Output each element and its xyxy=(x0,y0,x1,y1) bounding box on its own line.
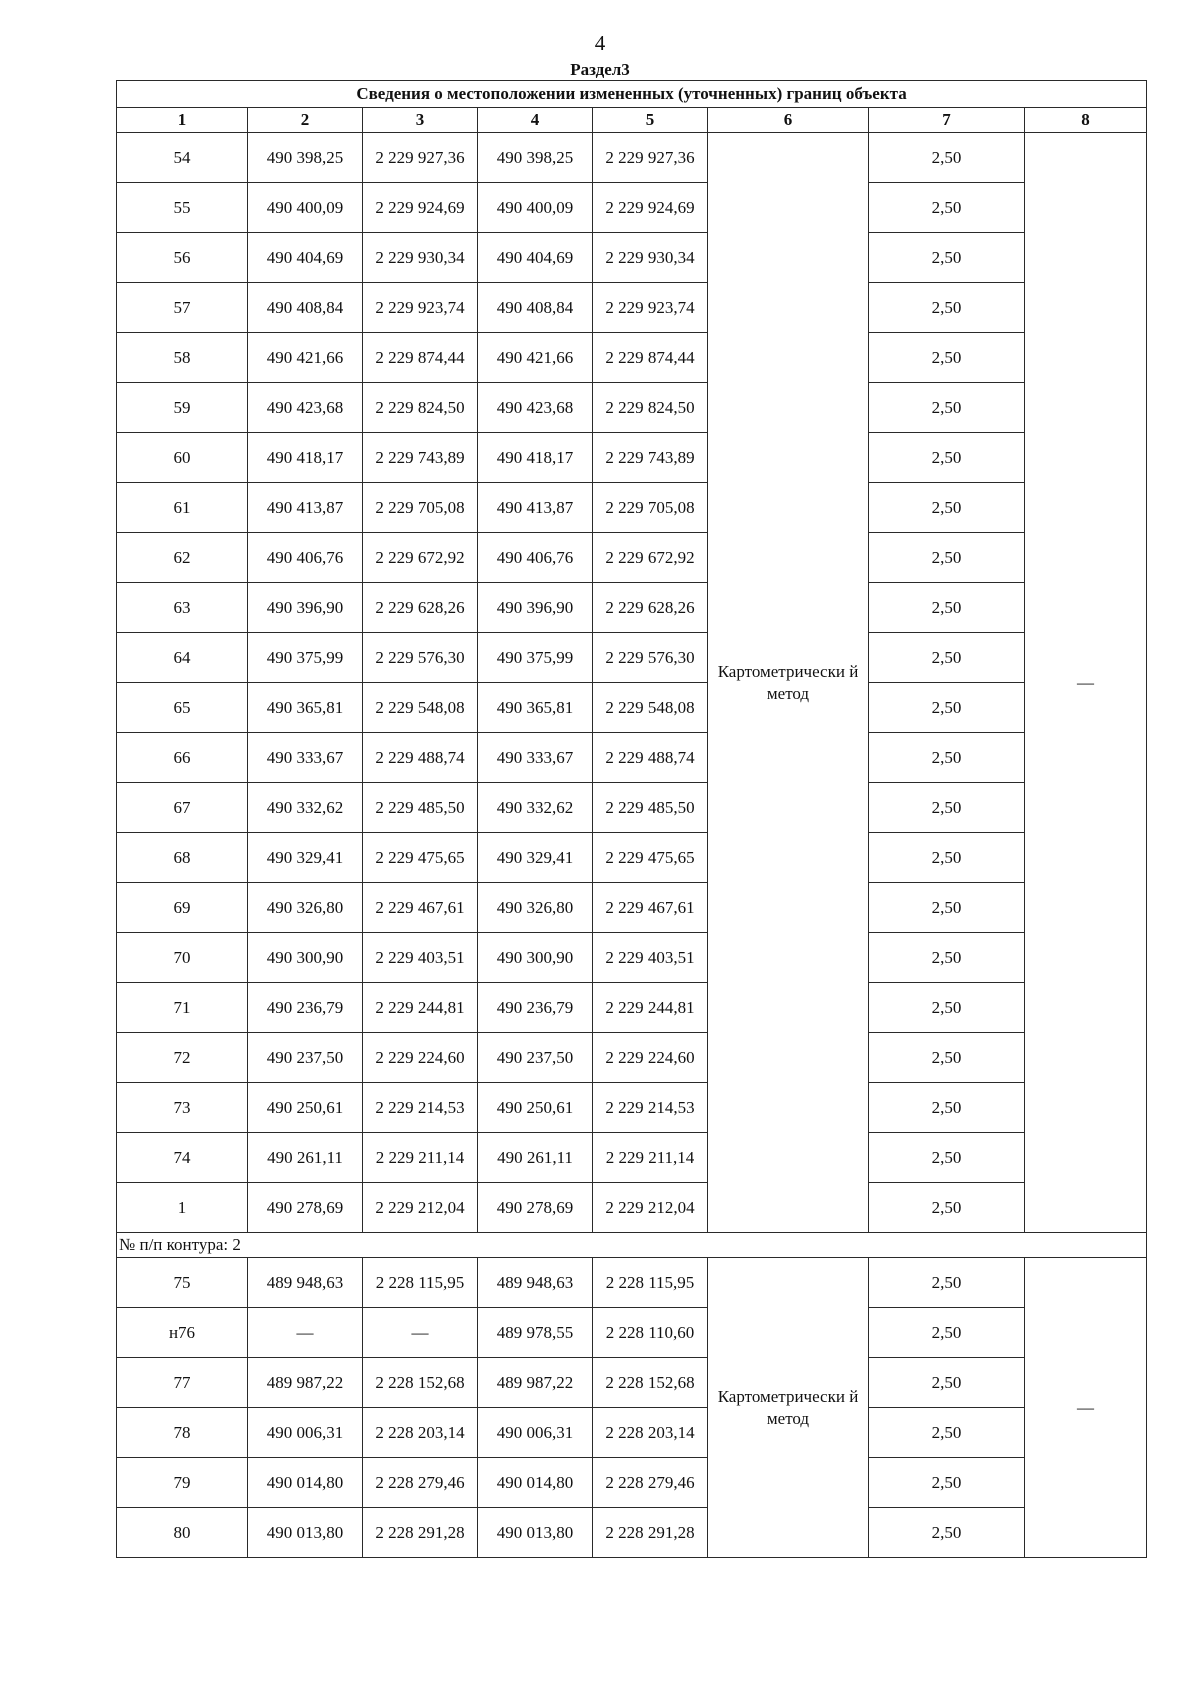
point-number-cell: 69 xyxy=(117,883,248,933)
point-number-cell: 77 xyxy=(117,1358,248,1408)
x-old-cell: 490 421,66 xyxy=(248,333,363,383)
y-new-cell: 2 228 203,14 xyxy=(593,1408,708,1458)
table-row xyxy=(117,733,1147,783)
x-old-cell: 490 396,90 xyxy=(248,583,363,633)
accuracy-cell: 2,50 xyxy=(869,1508,1025,1558)
y-new-cell: 2 228 291,28 xyxy=(593,1508,708,1558)
point-number-cell: 62 xyxy=(117,533,248,583)
x-old-cell: 490 329,41 xyxy=(248,833,363,883)
x-new-cell: 490 250,61 xyxy=(478,1083,593,1133)
x-new-cell: 490 406,76 xyxy=(478,533,593,583)
x-new-cell: 490 400,09 xyxy=(478,183,593,233)
point-number-cell: 67 xyxy=(117,783,248,833)
point-number-cell: 75 xyxy=(117,1258,248,1308)
table-row xyxy=(117,483,1147,533)
accuracy-cell: 2,50 xyxy=(869,383,1025,433)
section-title: Раздел3 xyxy=(570,60,630,79)
y-old-cell: 2 229 224,60 xyxy=(363,1033,478,1083)
x-new-cell: 490 006,31 xyxy=(478,1408,593,1458)
x-old-cell: 490 408,84 xyxy=(248,283,363,333)
table-row xyxy=(117,833,1147,883)
accuracy-cell: 2,50 xyxy=(869,1408,1025,1458)
y-old-cell: 2 229 927,36 xyxy=(363,133,478,183)
table-row xyxy=(117,633,1147,683)
column-8-cell: — xyxy=(1025,1258,1147,1558)
column-number-header: 8 xyxy=(1025,108,1147,133)
table-title: Сведения о местоположении измененных (уточненных) границ объекта xyxy=(117,81,1147,108)
x-new-cell: 490 237,50 xyxy=(478,1033,593,1083)
accuracy-cell: 2,50 xyxy=(869,883,1025,933)
column-number-header: 5 xyxy=(593,108,708,133)
y-new-cell: 2 229 214,53 xyxy=(593,1083,708,1133)
y-old-cell: 2 228 115,95 xyxy=(363,1258,478,1308)
method-cell: Картометрически й метод xyxy=(708,133,869,1233)
accuracy-cell: 2,50 xyxy=(869,683,1025,733)
x-new-cell: 490 404,69 xyxy=(478,233,593,283)
y-old-cell: 2 229 924,69 xyxy=(363,183,478,233)
accuracy-cell: 2,50 xyxy=(869,833,1025,883)
y-new-cell: 2 229 923,74 xyxy=(593,283,708,333)
y-new-cell: 2 229 488,74 xyxy=(593,733,708,783)
x-old-cell: 490 332,62 xyxy=(248,783,363,833)
y-new-cell: 2 228 279,46 xyxy=(593,1458,708,1508)
x-new-cell: 490 375,99 xyxy=(478,633,593,683)
y-new-cell: 2 229 628,26 xyxy=(593,583,708,633)
accuracy-cell: 2,50 xyxy=(869,133,1025,183)
point-number-cell: 79 xyxy=(117,1458,248,1508)
point-number-cell: 63 xyxy=(117,583,248,633)
y-old-cell: 2 229 488,74 xyxy=(363,733,478,783)
x-new-cell: 490 332,62 xyxy=(478,783,593,833)
table-row xyxy=(117,983,1147,1033)
x-old-cell: 490 423,68 xyxy=(248,383,363,433)
column-number-header: 1 xyxy=(117,108,248,133)
y-old-cell: 2 229 705,08 xyxy=(363,483,478,533)
table-row xyxy=(117,283,1147,333)
x-new-cell: 490 013,80 xyxy=(478,1508,593,1558)
x-old-cell: 490 400,09 xyxy=(248,183,363,233)
x-old-cell: — xyxy=(248,1308,363,1358)
table-row xyxy=(117,1258,1147,1308)
x-new-cell: 489 948,63 xyxy=(478,1258,593,1308)
y-old-cell: 2 229 212,04 xyxy=(363,1183,478,1233)
y-old-cell: 2 229 628,26 xyxy=(363,583,478,633)
table-row xyxy=(117,533,1147,583)
x-new-cell: 490 014,80 xyxy=(478,1458,593,1508)
point-number-cell: 55 xyxy=(117,183,248,233)
point-number-cell: 70 xyxy=(117,933,248,983)
table-row xyxy=(117,783,1147,833)
y-old-cell: 2 229 548,08 xyxy=(363,683,478,733)
y-old-cell: 2 228 279,46 xyxy=(363,1458,478,1508)
point-number-cell: 54 xyxy=(117,133,248,183)
accuracy-cell: 2,50 xyxy=(869,1133,1025,1183)
x-new-cell: 489 987,22 xyxy=(478,1358,593,1408)
y-old-cell: 2 228 291,28 xyxy=(363,1508,478,1558)
table-row xyxy=(117,333,1147,383)
y-new-cell: 2 229 743,89 xyxy=(593,433,708,483)
y-new-cell: 2 229 467,61 xyxy=(593,883,708,933)
y-old-cell: 2 229 244,81 xyxy=(363,983,478,1033)
table-row xyxy=(117,1308,1147,1358)
y-new-cell: 2 229 924,69 xyxy=(593,183,708,233)
x-old-cell: 490 333,67 xyxy=(248,733,363,783)
contour-label: № п/п контура: 2 xyxy=(117,1233,1147,1258)
x-old-cell: 490 398,25 xyxy=(248,133,363,183)
table-row xyxy=(117,883,1147,933)
accuracy-cell: 2,50 xyxy=(869,1183,1025,1233)
x-old-cell: 490 375,99 xyxy=(248,633,363,683)
x-old-cell: 490 326,80 xyxy=(248,883,363,933)
x-new-cell: 490 396,90 xyxy=(478,583,593,633)
y-new-cell: 2 229 672,92 xyxy=(593,533,708,583)
column-number-header: 2 xyxy=(248,108,363,133)
x-old-cell: 490 013,80 xyxy=(248,1508,363,1558)
y-new-cell: 2 229 824,50 xyxy=(593,383,708,433)
y-new-cell: 2 229 212,04 xyxy=(593,1183,708,1233)
point-number-cell: 61 xyxy=(117,483,248,533)
x-new-cell: 490 408,84 xyxy=(478,283,593,333)
x-new-cell: 489 978,55 xyxy=(478,1308,593,1358)
x-new-cell: 490 326,80 xyxy=(478,883,593,933)
page-number: 4 xyxy=(594,31,606,55)
point-number-cell: 72 xyxy=(117,1033,248,1083)
y-new-cell: 2 228 110,60 xyxy=(593,1308,708,1358)
x-new-cell: 490 423,68 xyxy=(478,383,593,433)
table-row xyxy=(117,1458,1147,1508)
point-number-cell: н76 xyxy=(117,1308,248,1358)
table-row xyxy=(117,133,1147,183)
y-old-cell: 2 228 152,68 xyxy=(363,1358,478,1408)
y-old-cell: 2 229 403,51 xyxy=(363,933,478,983)
column-8-cell: — xyxy=(1025,133,1147,1233)
table-row xyxy=(117,1508,1147,1558)
accuracy-cell: 2,50 xyxy=(869,583,1025,633)
contour-row xyxy=(117,1233,1147,1258)
y-new-cell: 2 229 485,50 xyxy=(593,783,708,833)
point-number-cell: 80 xyxy=(117,1508,248,1558)
y-old-cell: 2 229 672,92 xyxy=(363,533,478,583)
accuracy-cell: 2,50 xyxy=(869,1458,1025,1508)
x-new-cell: 490 278,69 xyxy=(478,1183,593,1233)
x-old-cell: 490 237,50 xyxy=(248,1033,363,1083)
y-old-cell: 2 229 475,65 xyxy=(363,833,478,883)
accuracy-cell: 2,50 xyxy=(869,433,1025,483)
y-new-cell: 2 229 705,08 xyxy=(593,483,708,533)
y-old-cell: 2 229 743,89 xyxy=(363,433,478,483)
accuracy-cell: 2,50 xyxy=(869,983,1025,1033)
y-new-cell: 2 229 930,34 xyxy=(593,233,708,283)
column-number-header: 6 xyxy=(708,108,869,133)
accuracy-cell: 2,50 xyxy=(869,783,1025,833)
x-new-cell: 490 398,25 xyxy=(478,133,593,183)
point-number-cell: 59 xyxy=(117,383,248,433)
accuracy-cell: 2,50 xyxy=(869,183,1025,233)
y-new-cell: 2 229 244,81 xyxy=(593,983,708,1033)
table-row xyxy=(117,583,1147,633)
x-old-cell: 490 006,31 xyxy=(248,1408,363,1458)
y-old-cell: 2 228 203,14 xyxy=(363,1408,478,1458)
y-old-cell: 2 229 214,53 xyxy=(363,1083,478,1133)
point-number-cell: 56 xyxy=(117,233,248,283)
y-new-cell: 2 229 475,65 xyxy=(593,833,708,883)
x-new-cell: 490 365,81 xyxy=(478,683,593,733)
y-new-cell: 2 229 874,44 xyxy=(593,333,708,383)
point-number-cell: 1 xyxy=(117,1183,248,1233)
y-new-cell: 2 229 576,30 xyxy=(593,633,708,683)
table-row xyxy=(117,1358,1147,1408)
point-number-cell: 60 xyxy=(117,433,248,483)
table-row xyxy=(117,383,1147,433)
x-new-cell: 490 421,66 xyxy=(478,333,593,383)
accuracy-cell: 2,50 xyxy=(869,633,1025,683)
table-row xyxy=(117,683,1147,733)
y-new-cell: 2 228 115,95 xyxy=(593,1258,708,1308)
table-row xyxy=(117,1408,1147,1458)
table-row xyxy=(117,1033,1147,1083)
x-new-cell: 490 236,79 xyxy=(478,983,593,1033)
x-old-cell: 490 418,17 xyxy=(248,433,363,483)
y-old-cell: — xyxy=(363,1308,478,1358)
point-number-cell: 64 xyxy=(117,633,248,683)
column-number-header: 3 xyxy=(363,108,478,133)
y-new-cell: 2 229 548,08 xyxy=(593,683,708,733)
table-title-row xyxy=(117,81,1147,108)
column-number-row xyxy=(117,108,1147,133)
x-old-cell: 490 300,90 xyxy=(248,933,363,983)
point-number-cell: 57 xyxy=(117,283,248,333)
y-new-cell: 2 229 211,14 xyxy=(593,1133,708,1183)
point-number-cell: 65 xyxy=(117,683,248,733)
x-old-cell: 490 278,69 xyxy=(248,1183,363,1233)
x-old-cell: 490 236,79 xyxy=(248,983,363,1033)
y-old-cell: 2 229 824,50 xyxy=(363,383,478,433)
point-number-cell: 74 xyxy=(117,1133,248,1183)
y-old-cell: 2 229 211,14 xyxy=(363,1133,478,1183)
point-number-cell: 66 xyxy=(117,733,248,783)
point-number-cell: 73 xyxy=(117,1083,248,1133)
x-new-cell: 490 418,17 xyxy=(478,433,593,483)
x-old-cell: 490 413,87 xyxy=(248,483,363,533)
table-row xyxy=(117,233,1147,283)
x-old-cell: 489 948,63 xyxy=(248,1258,363,1308)
table-row xyxy=(117,1083,1147,1133)
y-new-cell: 2 229 927,36 xyxy=(593,133,708,183)
accuracy-cell: 2,50 xyxy=(869,533,1025,583)
x-new-cell: 490 413,87 xyxy=(478,483,593,533)
accuracy-cell: 2,50 xyxy=(869,1083,1025,1133)
coordinates-table-body xyxy=(117,81,1147,1558)
accuracy-cell: 2,50 xyxy=(869,483,1025,533)
table-row xyxy=(117,433,1147,483)
point-number-cell: 71 xyxy=(117,983,248,1033)
accuracy-cell: 2,50 xyxy=(869,333,1025,383)
x-old-cell: 490 261,11 xyxy=(248,1133,363,1183)
x-new-cell: 490 333,67 xyxy=(478,733,593,783)
table-row xyxy=(117,1183,1147,1233)
y-new-cell: 2 229 403,51 xyxy=(593,933,708,983)
column-number-header: 7 xyxy=(869,108,1025,133)
accuracy-cell: 2,50 xyxy=(869,933,1025,983)
x-old-cell: 490 406,76 xyxy=(248,533,363,583)
y-old-cell: 2 229 485,50 xyxy=(363,783,478,833)
accuracy-cell: 2,50 xyxy=(869,1308,1025,1358)
y-old-cell: 2 229 467,61 xyxy=(363,883,478,933)
y-old-cell: 2 229 874,44 xyxy=(363,333,478,383)
x-old-cell: 490 404,69 xyxy=(248,233,363,283)
x-new-cell: 490 261,11 xyxy=(478,1133,593,1183)
y-old-cell: 2 229 576,30 xyxy=(363,633,478,683)
table-row xyxy=(117,183,1147,233)
x-old-cell: 490 014,80 xyxy=(248,1458,363,1508)
accuracy-cell: 2,50 xyxy=(869,233,1025,283)
accuracy-cell: 2,50 xyxy=(869,733,1025,783)
table-row xyxy=(117,1133,1147,1183)
point-number-cell: 68 xyxy=(117,833,248,883)
method-cell: Картометрически й метод xyxy=(708,1258,869,1558)
accuracy-cell: 2,50 xyxy=(869,1033,1025,1083)
y-new-cell: 2 228 152,68 xyxy=(593,1358,708,1408)
y-old-cell: 2 229 930,34 xyxy=(363,233,478,283)
y-new-cell: 2 229 224,60 xyxy=(593,1033,708,1083)
point-number-cell: 58 xyxy=(117,333,248,383)
accuracy-cell: 2,50 xyxy=(869,1358,1025,1408)
y-old-cell: 2 229 923,74 xyxy=(363,283,478,333)
x-old-cell: 490 365,81 xyxy=(248,683,363,733)
x-old-cell: 490 250,61 xyxy=(248,1083,363,1133)
point-number-cell: 78 xyxy=(117,1408,248,1458)
x-new-cell: 490 300,90 xyxy=(478,933,593,983)
x-old-cell: 489 987,22 xyxy=(248,1358,363,1408)
table-row xyxy=(117,933,1147,983)
accuracy-cell: 2,50 xyxy=(869,1258,1025,1308)
accuracy-cell: 2,50 xyxy=(869,283,1025,333)
x-new-cell: 490 329,41 xyxy=(478,833,593,883)
coordinates-table xyxy=(116,80,1147,1558)
column-number-header: 4 xyxy=(478,108,593,133)
